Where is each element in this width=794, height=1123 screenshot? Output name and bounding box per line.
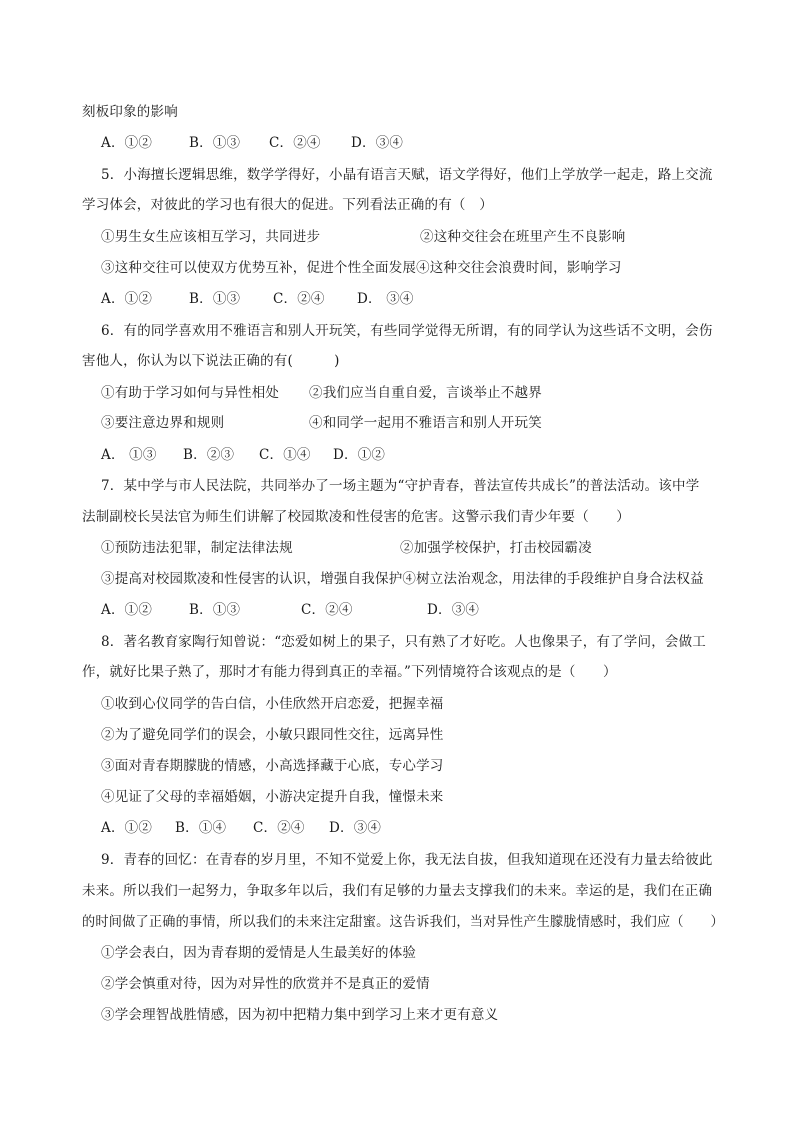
statement-1: ①男生女生应该相互学习，共同进步 xyxy=(101,229,321,245)
option-d: D．①② xyxy=(333,447,386,463)
q8-options xyxy=(101,818,501,838)
statement-3: ③要注意边界和规则 xyxy=(101,415,225,431)
question-5-text: 5．小海擅长逻辑思维，数学学得好，小晶有语言天赋，语文学得好，他们上学放学一起走，路上交流 xyxy=(101,167,713,183)
statement-1: ①有助于学习如何与异性相处 xyxy=(101,385,280,401)
q7-options xyxy=(101,600,501,620)
q6-options xyxy=(101,445,501,465)
question-9-text-cont: 的时间做了正确的事情，所以我们的未来注定甜蜜。这告诉我们，当对异性产生朦胧情感时，我们应（ ） xyxy=(82,914,724,930)
option-b: B．①③ xyxy=(189,135,241,151)
option-b: B．①③ xyxy=(189,291,241,307)
option-d: D． ③④ xyxy=(357,291,414,307)
statement-1: ①预防违法犯罪，制定法律法规 xyxy=(101,540,293,556)
statement-3: ③学会理智战胜情感，因为初中把精力集中到学习上来才更有意义 xyxy=(101,1007,499,1023)
text-line: 刻板印象的影响 xyxy=(82,104,178,120)
option-a: A．①② xyxy=(101,820,153,836)
option-a: A．①② xyxy=(101,291,153,307)
option-c: C．②④ xyxy=(273,291,325,307)
statement-3: ③面对青春期朦胧的情感，小高选择藏于心底，专心学习 xyxy=(101,758,444,774)
option-a: A．①② xyxy=(101,602,153,618)
question-9-text-cont: 未来。所以我们一起努力，争取多年以后，我们有足够的力量去支撑我们的未来。幸运的是，我们在正确 xyxy=(82,883,713,899)
statement-2: ②学会慎重对待，因为对异性的欣赏并不是真正的爱情 xyxy=(101,976,430,992)
statement-2: ②为了避免同学们的误会，小敏只跟同性交往，远离异性 xyxy=(101,727,444,743)
question-9-text: 9．青春的回忆：在青春的岁月里，不知不觉爱上你，我无法自拔，但我知道现在还没有力量去给彼此 xyxy=(101,852,713,868)
option-c: C．②④ xyxy=(253,820,305,836)
option-a: A．①② xyxy=(101,135,153,151)
option-c: C．②④ xyxy=(269,135,321,151)
q4-options xyxy=(101,133,501,153)
option-d: D．③④ xyxy=(351,135,404,151)
question-6-text-cont: 害他人，你认为以下说法正确的有( ) xyxy=(82,353,340,369)
question-6-text: 6．有的同学喜欢用不雅语言和别人开玩笑，有些同学觉得无所谓，有的同学认为这些话不文明，会伤 xyxy=(101,323,713,339)
statement-2: ②加强学校保护，打击校园霸凌 xyxy=(400,540,592,556)
statement-3-4: ③这种交往可以使双方优势互补，促进个性全面发展④这种交往会浪费时间，影响学习 xyxy=(101,260,622,276)
option-b: B．①④ xyxy=(175,820,227,836)
statement-1: ①学会表白，因为青春期的爱情是人生最美好的体验 xyxy=(101,945,417,961)
option-b: B．①③ xyxy=(189,602,241,618)
question-8-text-cont: 作，就好比果子熟了，那时才有能力得到真正的幸福。”下列情境符合该观点的是（ ） xyxy=(82,664,617,680)
question-5-text-cont: 学习体会，对彼此的学习也有很大的促进。下列看法正确的有（ ） xyxy=(82,197,493,213)
statement-4: ④见证了父母的幸福婚姻，小游决定提升自我，憧憬未来 xyxy=(101,789,444,805)
question-7-text: 7．某中学与市人民法院，共同举办了一场主题为“守护青春，普法宣传共成长”的普法活动。该中学 xyxy=(101,478,700,494)
q5-options xyxy=(101,289,501,309)
question-8-text: 8．著名教育家陶行知曾说：“恋爱如树上的果子，只有熟了才好吃。人也像果子，有了学问，会做工 xyxy=(101,634,706,650)
question-7-text-cont: 法制副校长吴法官为师生们讲解了校园欺凌和性侵害的危害。这警示我们青少年要（ ） xyxy=(82,509,630,525)
statement-4: ④和同学一起用不雅语言和别人开玩笑 xyxy=(309,415,542,431)
option-c: C．②④ xyxy=(301,602,353,618)
option-c: C．①④ xyxy=(259,447,311,463)
option-d: D．③④ xyxy=(427,602,480,618)
option-b: B．②③ xyxy=(183,447,235,463)
option-d: D．③④ xyxy=(329,820,382,836)
statement-3-4: ③提高对校园欺凌和性侵害的认识，增强自我保护④树立法治观念，用法律的手段维护自身合法权益 xyxy=(101,571,704,587)
statement-1: ①收到心仪同学的告白信，小佳欣然开启恋爱，把握幸福 xyxy=(101,696,444,712)
statement-2: ②我们应当自重自爱，言谈举止不越界 xyxy=(309,385,542,401)
statement-2: ②这种交往会在班里产生不良影响 xyxy=(420,229,626,245)
option-a: A． ①③ xyxy=(101,447,157,463)
